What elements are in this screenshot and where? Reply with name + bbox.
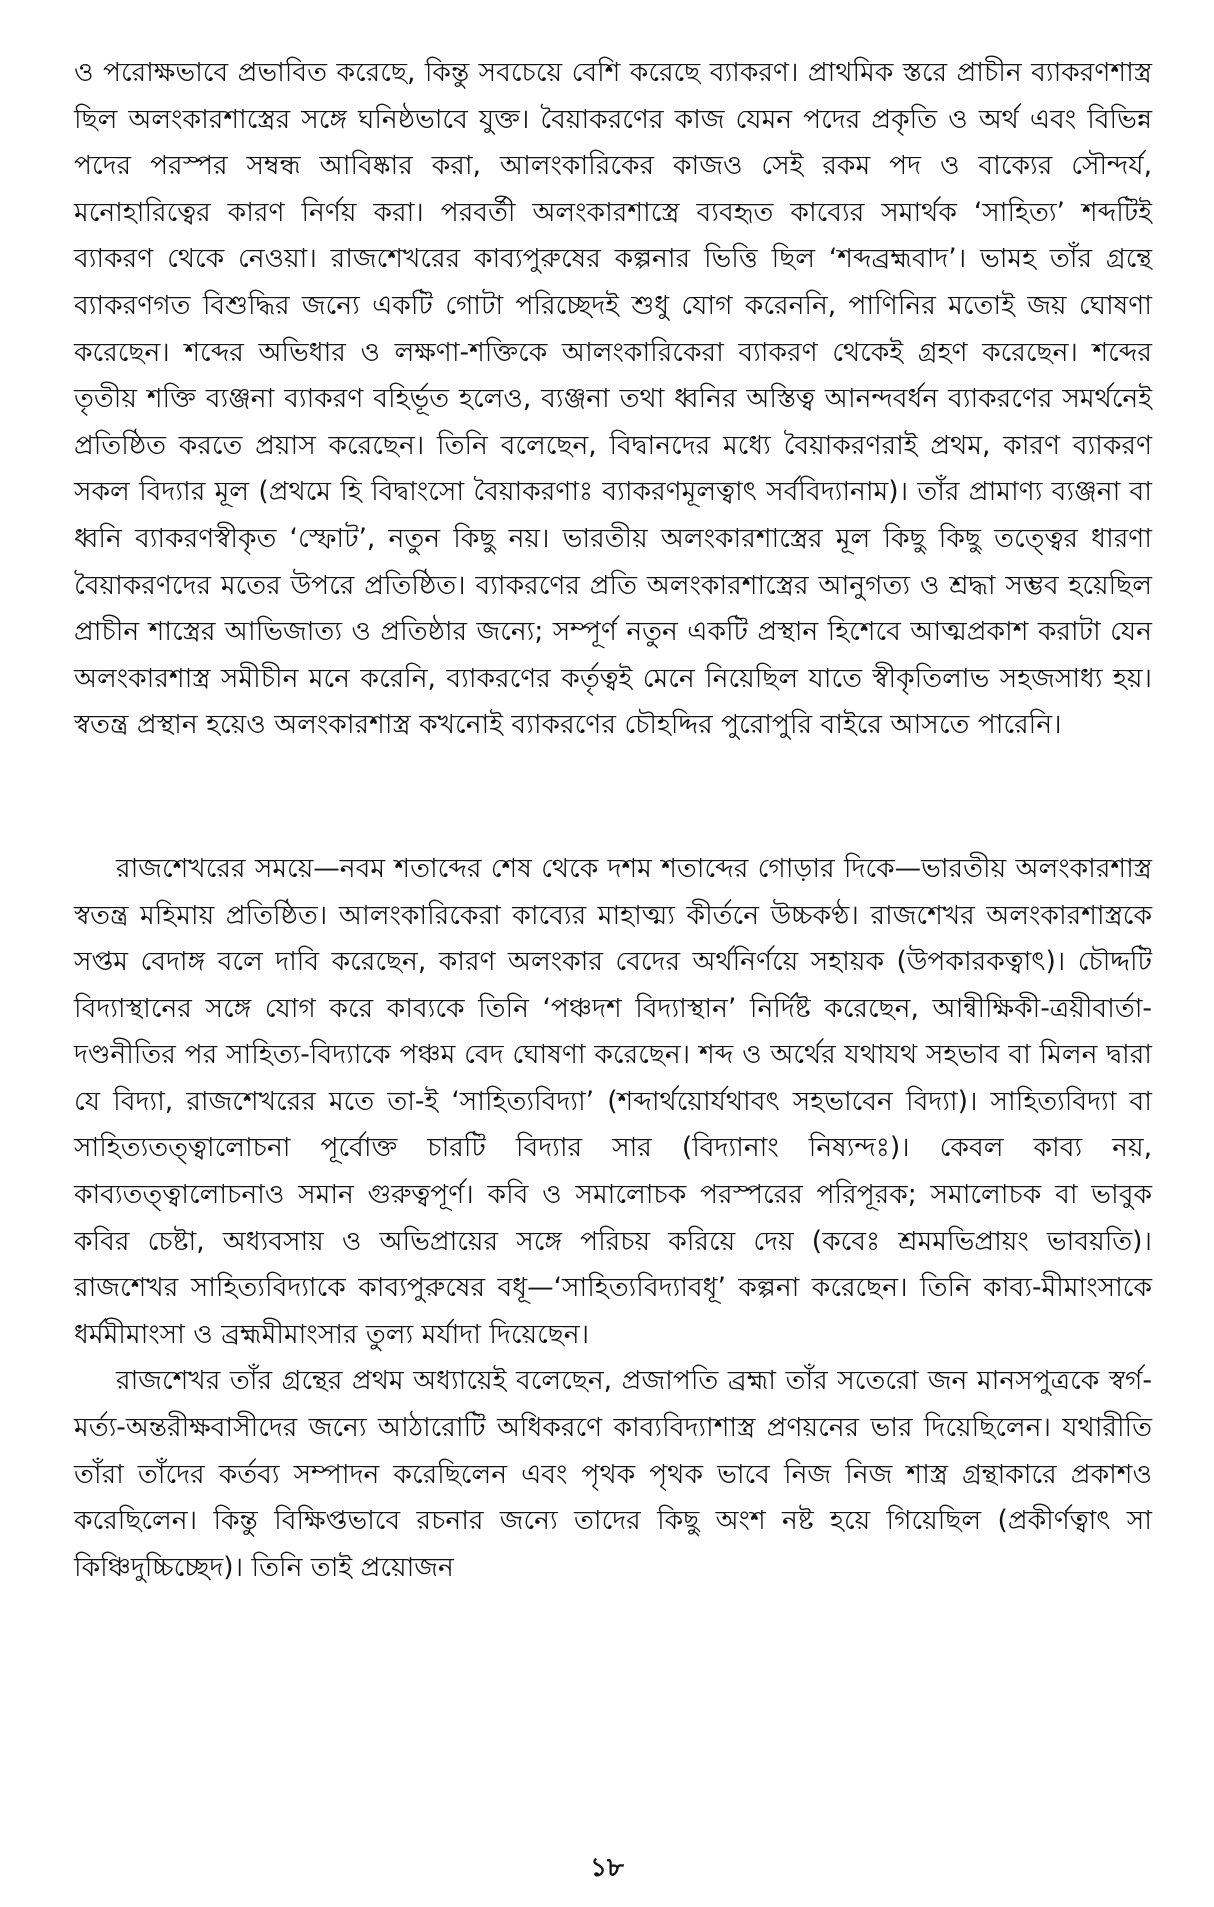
paragraph-3: রাজশেখর তাঁর গ্রন্থের প্রথম অধ্যায়েই বলেছেন, প্রজাপতি ব্রহ্মা তাঁর সতেরো জন মানসপুত্রকে স্বর্গ-মর্ত্য-অন্তরীক্ষবাসীদের জন্যে আঠারোটি অধিকরণে কাব্যবিদ্যাশাস্ত্র প্রণয়নের ভার দিয়েছিলেন। যথারীতি তাঁরা তাঁদের কর্তব্য সম্পাদন করেছিলেন এবং পৃথক পৃথক ভাবে নিজ নিজ শাস্ত্র গ্রন্থাকারে প্রকাশও করেছিলেন। কিন্তু বিক্ষিপ্তভাবে রচনার জন্যে তাদের কিছু অংশ নষ্ট হয়ে গিয়েছিল (প্রকীর্ণত্বাৎ সা কিঞ্চিদুচ্চিচ্ছেদ)। তিনি তাই প্রয়োজন: [74, 1365, 1152, 1583]
page-number: ১৮: [590, 1853, 624, 1883]
paragraph-1: ও পরোক্ষভাবে প্রভাবিত করেছে, কিন্তু সবচেয়ে বেশি করেছে ব্যাকরণ। প্রাথমিক স্তরে প্রাচীন ব্যাকরণশাস্ত্র ছিল অলংকারশাস্ত্রের সঙ্গে ঘনিষ্ঠভাবে যুক্ত। বৈয়াকরণের কাজ যেমন পদের প্রকৃতি ও অর্থ এবং বিভিন্ন পদের পরস্পর সম্বন্ধ আবিষ্কার করা, আলংকারিকের কাজও সেই রকম পদ ও বাক্যের সৌন্দর্য, মনোহারিত্বের কারণ নির্ণয় করা। পরবর্তী অলংকারশাস্ত্রে ব্যবহৃত কাব্যের সমার্থক ‘সাহিত্য’ শব্দটিই ব্যাকরণ থেকে নেওয়া। রাজশেখরের কাব্যপুরুষের কল্পনার ভিত্তি ছিল ‘শব্দব্রহ্মবাদ’। ভামহ তাঁর গ্রন্থে ব্যাকরণগত বিশুদ্ধির জন্যে একটি গোটা পরিচ্ছেদই শুধু যোগ করেননি, পাণিনির মতোই জয় ঘোষণা করেছেন। শব্দের অভিধার ও লক্ষণা-শক্তিকে আলংকারিকেরা ব্যাকরণ থেকেই গ্রহণ করেছেন। শব্দের তৃতীয় শক্তি ব্যঞ্জনা ব্যাকরণ বহির্ভূত হলেও, ব্যঞ্জনা তথা ধ্বনির অস্তিত্ব আনন্দবর্ধন ব্যাকরণের সমর্থনেই প্রতিষ্ঠিত করতে প্রয়াস করেছেন। তিনি বলেছেন, বিদ্বানদের মধ্যে বৈয়াকরণরাই প্রথম, কারণ ব্যাকরণ সকল বিদ্যার মূল (প্রথমে হি বিদ্বাংসো বৈয়াকরণাঃ ব্যাকরণমূলত্বাৎ সর্ববিদ্যানাম)। তাঁর প্রামাণ্য ব্যঞ্জনা বা ধ্বনি ব্যাকরণস্বীকৃত ‘স্ফোট’, নতুন কিছু নয়। ভারতীয় অলংকারশাস্ত্রের মূল কিছু কিছু তত্ত্বের ধারণা বৈয়াকরণদের মতের উপরে প্রতিষ্ঠিত। ব্যাকরণের প্রতি অলংকারশাস্ত্রের আনুগত্য ও শ্রদ্ধা সম্ভব হয়েছিল প্রাচীন শাস্ত্রের আভিজাত্য ও প্রতিষ্ঠার জন্যে; সম্পূর্ণ নতুন একটি প্রস্থান হিশেবে আত্মপ্রকাশ করাটা যেন অলংকারশাস্ত্র সমীচীন মনে করেনি, ব্যাকরণের কর্তৃত্বই মেনে নিয়েছিল যাতে স্বীকৃতিলাভ সহজসাধ্য হয়। স্বতন্ত্র প্রস্থান হয়েও অলংকারশাস্ত্র কখনোই ব্যাকরণের চৌহদ্দির পুরোপুরি বাইরে আসতে পারেনি।: [74, 57, 1152, 741]
section-spacing: [74, 749, 1152, 846]
paragraph-2: রাজশেখরের সময়ে—নবম শতাব্দের শেষ থেকে দশম শতাব্দের গোড়ার দিকে—ভারতীয় অলংকারশাস্ত্র স্বতন্ত্র মহিমায় প্রতিষ্ঠিত। আলংকারিকেরা কাব্যের মাহাত্ম্য কীর্তনে উচ্চকণ্ঠ। রাজশেখর অলংকারশাস্ত্রকে সপ্তম বেদাঙ্গ বলে দাবি করেছেন, কারণ অলংকার বেদের অর্থনির্ণয়ে সহায়ক (উপকারকত্বাৎ)। চৌদ্দটি বিদ্যাস্থানের সঙ্গে যোগ করে কাব্যকে তিনি ‘পঞ্চদশ বিদ্যাস্থান’ নির্দিষ্ট করেছেন, আন্বীক্ষিকী-ত্রয়ীবার্তা-দণ্ডনীতির পর সাহিত্য-বিদ্যাকে পঞ্চম বেদ ঘোষণা করেছেন। শব্দ ও অর্থের যথাযথ সহভাব বা মিলন দ্বারা যে বিদ্যা, রাজশেখরের মতে তা-ই ‘সাহিত্যবিদ্যা’ (শব্দার্থয়োর্যথাবৎ সহভাবেন বিদ্যা)। সাহিত্যবিদ্যা বা সাহিত্যতত্ত্বালোচনা পূর্বোক্ত চারটি বিদ্যার সার (বিদ্যানাং নিষ্যন্দঃ)। কেবল কাব্য নয়, কাব্যতত্ত্বালোচনাও সমান গুরুত্বপূর্ণ। কবি ও সমালোচক পরস্পরের পরিপূরক; সমালোচক বা ভাবুক কবির চেষ্টা, অধ্যবসায় ও অভিপ্রায়ের সঙ্গে পরিচয় করিয়ে দেয় (কবেঃ শ্রমমভিপ্রায়ং ভাবয়তি)। রাজশেখর সাহিত্যবিদ্যাকে কাব্যপুরুষের বধূ—‘সাহিত্যবিদ্যাবধূ’ কল্পনা করেছেন। তিনি কাব্য-মীমাংসাকে ধর্মমীমাংসা ও ব্রহ্মমীমাংসার তুল্য মর্যাদা দিয়েছেন।: [74, 852, 1152, 1350]
